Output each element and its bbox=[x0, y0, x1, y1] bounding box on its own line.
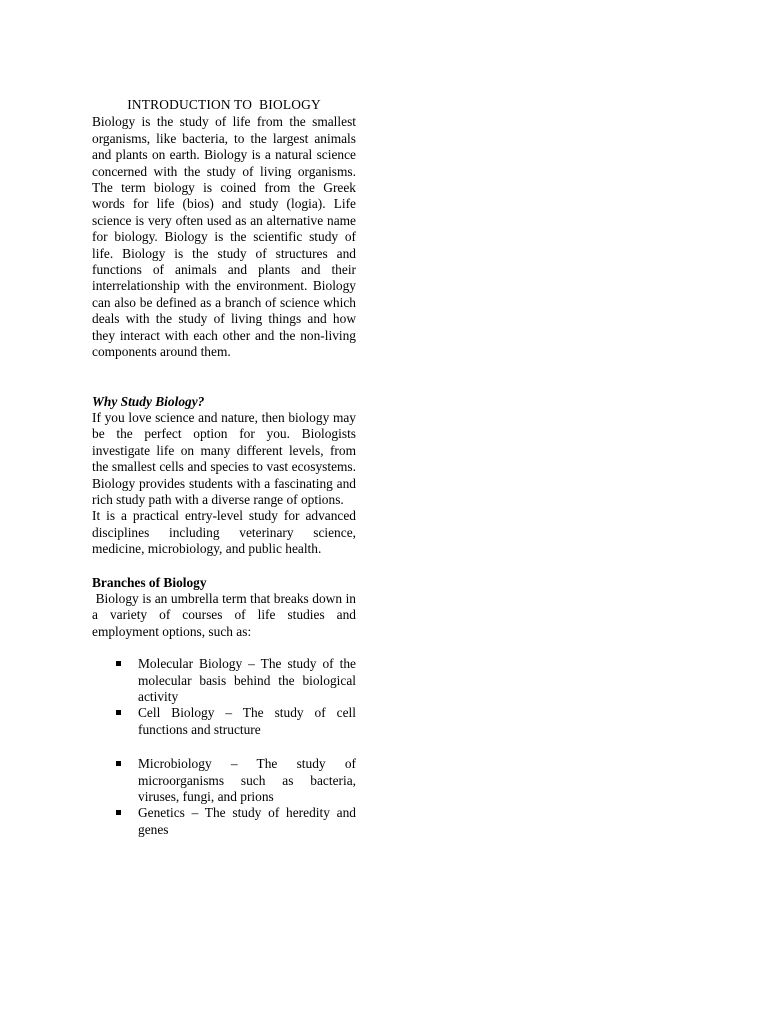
bullet-icon bbox=[116, 661, 121, 666]
branches-intro: Biology is an umbrella term that breaks down in a variety of courses of life studies and employment options, such as: bbox=[92, 590, 360, 639]
branches-list bbox=[92, 656, 356, 838]
spacer bbox=[92, 361, 356, 394]
intro-paragraph: Biology is the study of life from the smallest organisms, like bacteria, to the largest animals and plants on earth. Biology is a natural science concerned with the study of living organisms. The term biology is coined from the Greek words for life (bios) and study (logia). Life science is very often used as an alternative name for biology. Biology is the scientific study of life. Biology is the study of structures and functions of animals and plants and their interrelationship with the environment. Biology can also be defined as a branch of science which deals with the study of living things and how they interact with each other and the non-living components around them. bbox=[92, 114, 356, 360]
bullet-icon bbox=[116, 810, 121, 815]
list-item bbox=[92, 756, 356, 805]
list-item bbox=[92, 705, 356, 738]
list-item bbox=[92, 656, 356, 705]
bullet-icon bbox=[116, 710, 121, 715]
why-study-paragraph-2: It is a practical entry-level study for advanced disciplines including veterinary science, medicine, microbiology, and public health. bbox=[92, 508, 356, 557]
why-study-paragraph-1: If you love science and nature, then biology may be the perfect option for you. Biologists investigate life on many different levels, from the smallest cells and species to vast ecosystems. Biology provides students with a fascinating and rich study path with a diverse range of options. bbox=[92, 409, 356, 507]
list-item-text: Microbiology – The study of microorganisms such as bacteria, viruses, fungi, and prions bbox=[138, 756, 356, 805]
spacer bbox=[92, 640, 356, 656]
document-title: INTRODUCTION TO BIOLOGY bbox=[127, 97, 321, 112]
list-item-text: Cell Biology – The study of cell functions and structure bbox=[138, 705, 356, 737]
spacer bbox=[92, 558, 356, 575]
bullet-icon bbox=[116, 761, 121, 766]
list-item-text: Genetics – The study of heredity and genes bbox=[138, 805, 356, 837]
why-study-heading: Why Study Biology? bbox=[92, 393, 205, 409]
list-item-text: Molecular Biology – The study of the molecular basis behind the biological activity bbox=[138, 656, 356, 704]
branches-heading: Branches of Biology bbox=[92, 574, 207, 590]
document-page bbox=[92, 97, 360, 838]
list-item bbox=[92, 805, 356, 838]
